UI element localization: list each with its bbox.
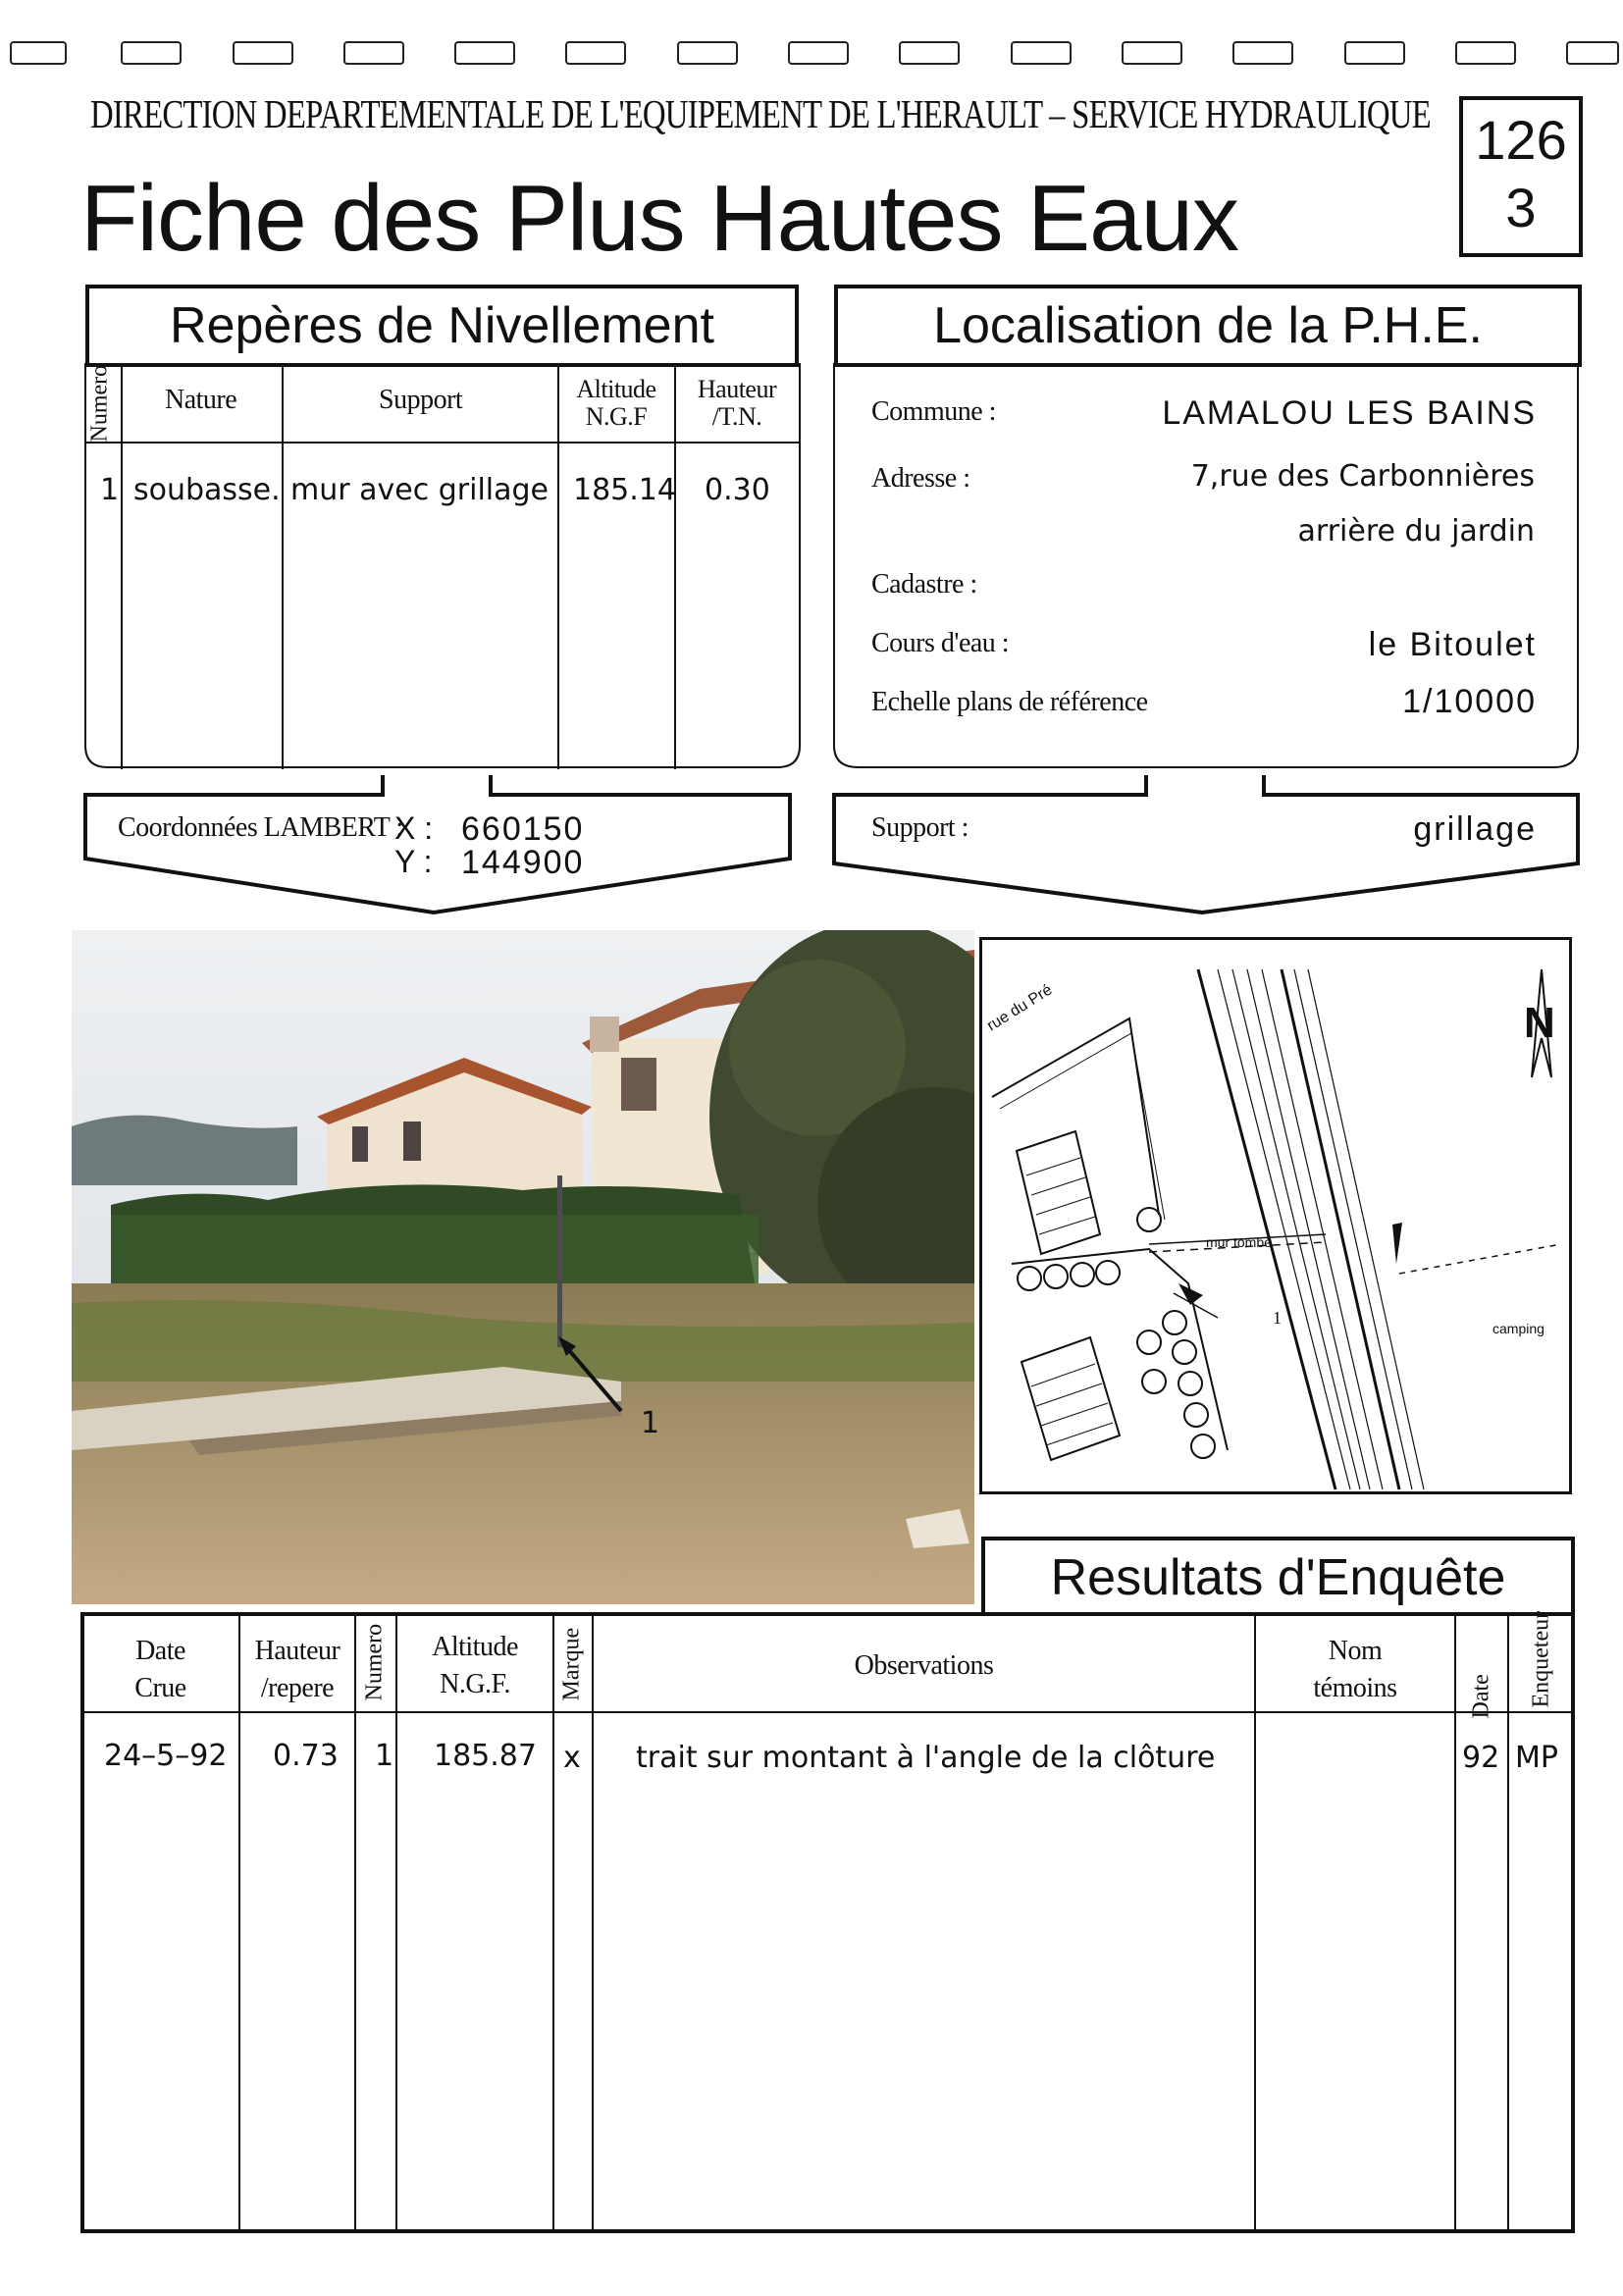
- row-altitude: 185.87: [434, 1739, 537, 1773]
- row-hauteur: 0.73: [273, 1739, 339, 1773]
- col-header-altitude-ngf: Altitude N.G.F.: [432, 1632, 518, 1699]
- col-header-numero: Numero: [86, 364, 113, 443]
- location-plan: [979, 937, 1572, 1494]
- reperes-title: Repères de Nivellement: [170, 297, 714, 354]
- page-title: Fiche des Plus Hautes Eaux: [80, 166, 1238, 271]
- row-date: 92: [1462, 1741, 1500, 1775]
- plan-street-label: rue du Pré: [984, 981, 1056, 1035]
- lambert-label: Coordonnées LAMBERT :: [118, 812, 403, 843]
- resultats-title: Resultats d'Enquête: [1050, 1549, 1506, 1606]
- col-header-hauteur: Hauteur /T.N.: [697, 375, 777, 431]
- echelle-value: 1/10000: [1402, 683, 1537, 720]
- col-header-nom-temoins: Nom témoins: [1313, 1636, 1397, 1703]
- col-header-date: Date: [1468, 1674, 1494, 1719]
- col-header-support: Support: [379, 385, 463, 415]
- localisation-title: Localisation de la P.H.E.: [933, 297, 1483, 354]
- sheet-number-box: [1459, 96, 1583, 257]
- commune-label: Commune :: [871, 396, 996, 427]
- reperes-row-hauteur: 0.30: [705, 473, 770, 507]
- plan-wall-label: mur tombé: [1206, 1234, 1272, 1250]
- col-header-hauteur-repere: Hauteur /repere: [254, 1636, 340, 1703]
- reperes-row-nature: soubasse.: [133, 473, 281, 507]
- row-date-crue: 24–5–92: [104, 1739, 228, 1773]
- lambert-y-label: Y :: [394, 844, 433, 879]
- localisation-title-box: [834, 285, 1582, 367]
- adresse-line2: arrière du jardin: [1297, 514, 1535, 548]
- lambert-x-label: X :: [394, 810, 434, 846]
- reperes-row-altitude: 185.14: [573, 473, 676, 507]
- reperes-title-box: [85, 285, 799, 367]
- cadastre-label: Cadastre :: [871, 569, 977, 600]
- lambert-y-value: 144900: [461, 844, 585, 881]
- sheet-sub-number: 3: [1505, 177, 1537, 238]
- agency-header: DIRECTION DEPARTEMENTALE DE L'EQUIPEMENT DE L'HERAULT – SERVICE HYDRAULIQUE: [90, 91, 1431, 136]
- resultats-title-box: [981, 1537, 1575, 1613]
- lambert-arrow-frame: [79, 765, 805, 922]
- col-header-nature: Nature: [165, 385, 237, 415]
- echelle-label: Echelle plans de référence: [871, 687, 1148, 717]
- plan-camping-label: camping: [1492, 1321, 1544, 1336]
- row-numero: 1: [375, 1739, 394, 1773]
- col-header-date-crue: Date Crue: [134, 1636, 186, 1703]
- col-header-numero: Numero: [361, 1623, 388, 1701]
- cours-eau-label: Cours d'eau :: [871, 628, 1010, 658]
- support-label: Support :: [871, 812, 969, 843]
- col-header-enqueteur: Enqueteur: [1528, 1610, 1554, 1708]
- lambert-x-value: 660150: [461, 810, 585, 848]
- row-enqueteur: MP: [1515, 1741, 1558, 1775]
- col-header-observations: Observations: [854, 1650, 994, 1681]
- commune-value: LAMALOU LES BAINS: [1162, 394, 1537, 432]
- cours-eau-value: le Bitoulet: [1368, 626, 1537, 663]
- site-photo: [72, 930, 974, 1604]
- adresse-line1: 7,rue des Carbonnières: [1190, 459, 1535, 494]
- col-header-marque: Marque: [558, 1627, 585, 1701]
- reperes-row-support: mur avec grillage: [290, 473, 549, 507]
- col-header-altitude: Altitude N.G.F: [576, 375, 656, 431]
- row-marque: x: [563, 1741, 581, 1775]
- adresse-label: Adresse :: [871, 463, 970, 494]
- plan-marker-label: 1: [1273, 1308, 1282, 1328]
- row-observations: trait sur montant à l'angle de la clôture: [636, 1741, 1216, 1775]
- reperes-row-numero: 1: [100, 473, 120, 507]
- sheet-number: 126: [1475, 109, 1567, 171]
- photo-marker-label: 1: [641, 1406, 660, 1440]
- plan-north-label: N: [1524, 999, 1555, 1047]
- support-value: grillage: [1413, 810, 1537, 848]
